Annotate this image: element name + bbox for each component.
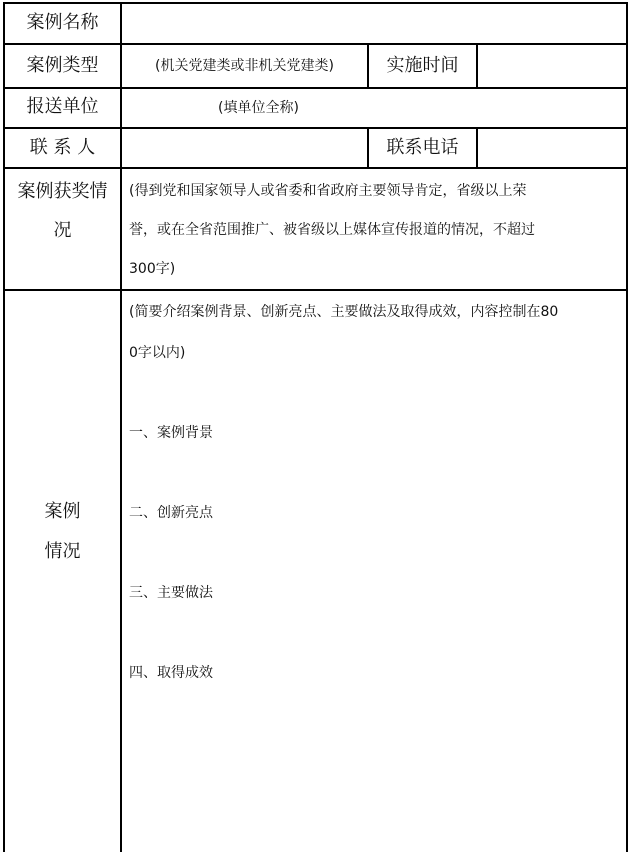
reporting-unit-hint: (填单位全称) — [218, 100, 299, 116]
reporting-unit-field[interactable] — [122, 89, 626, 127]
contact-person-field[interactable] — [122, 129, 367, 167]
reporting-unit-label: 报送单位 — [26, 96, 99, 117]
details-field[interactable] — [122, 291, 626, 852]
section-practices: 三、主要做法 — [129, 585, 213, 601]
implementation-date-field[interactable] — [478, 45, 626, 87]
contact-phone-label: 联系电话 — [386, 137, 459, 158]
case-name-label: 案例名称 — [26, 12, 99, 33]
awards-label-line1: 案例获奖情 — [17, 181, 108, 202]
col-divider-right — [626, 2, 628, 852]
section-background: 一、案例背景 — [129, 425, 213, 441]
contact-person-label: 联 系 人 — [29, 137, 96, 158]
contact-phone-field[interactable] — [478, 129, 626, 167]
awards-label-line2: 况 — [53, 220, 72, 241]
case-type-field[interactable] — [122, 45, 367, 87]
col-divider-left — [3, 2, 5, 852]
details-label-line2: 情况 — [44, 541, 81, 562]
details-hint-line2: 0字以内) — [129, 345, 186, 361]
awards-field[interactable] — [122, 169, 626, 289]
details-label-line1: 案例 — [44, 501, 81, 522]
case-type-label: 案例类型 — [26, 55, 99, 76]
awards-hint-line1: (得到党和国家领导人或省委和省政府主要领导肯定，省级以上荣 — [129, 183, 527, 199]
section-results: 四、取得成效 — [129, 665, 213, 681]
implementation-date-label: 实施时间 — [386, 55, 459, 76]
case-type-hint: (机关党建类或非机关党建类) — [155, 58, 334, 74]
section-innovation: 二、创新亮点 — [129, 505, 213, 521]
details-hint-line1: (简要介绍案例背景、创新亮点、主要做法及取得成效，内容控制在80 — [129, 304, 559, 320]
awards-hint-line3: 300字) — [129, 261, 176, 277]
case-name-field[interactable] — [122, 4, 626, 43]
awards-hint-line2: 誉，或在全省范围推广、被省级以上媒体宣传报道的情况，不超过 — [129, 222, 535, 238]
